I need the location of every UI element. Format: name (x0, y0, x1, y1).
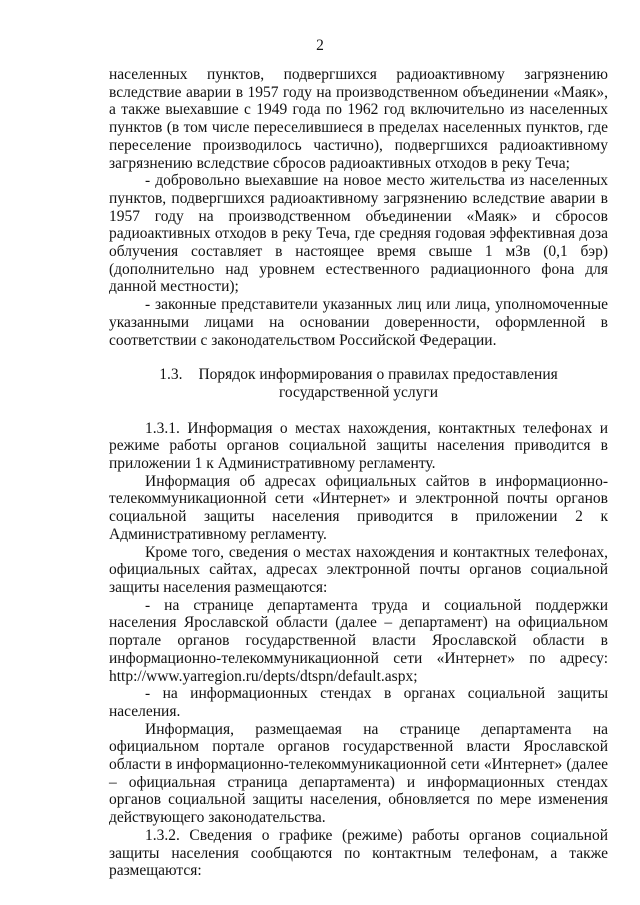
section-title: Порядок информирования о правилах предоставления государственной услуги (198, 366, 558, 401)
paragraph-legal-representatives: - законные представители указанных лиц или лица, уполномоченные указанными лицами на основании доверенности, оформленной в соответствии с законодательством Российской Федерации. (109, 296, 608, 349)
paragraph-department-page: - на странице департамента труда и социальной поддержки населения Ярославской области (далее – департамент) на официальном портале органов государственной власти Ярославской области в информационно-телекоммуникационной сети «Интернет» по адресу: http://www.yarregion.ru/depts/dtspn/default.aspx; (109, 596, 608, 685)
document-body (109, 66, 608, 880)
paragraph-voluntary-relocated: - добровольно выехавшие на новое место жительства из населенных пунктов, подвергшихся радиоактивному загрязнению вследствие аварии в 1957 году на производственном объединении «Маяк» и сбросов радиоактивных отходов в реку Теча, где средняя годовая эффективная доза облучения составляет в настоящее время свыше 1 мЗв (0,1 бэр) (дополнительно над уровнем естественного радиационного фона для данной местности); (109, 172, 608, 296)
paragraph-info-stands: - на информационных стендах в органах социальной защиты населения. (109, 685, 608, 720)
paragraph-continuation: населенных пунктов, подвергшихся радиоактивному загрязнению вследствие аварии в 1957 году на производственном объединении «Маяк», а также выехавшие с 1949 года по 1962 год включительно из населенных пунктов (в том числе переселившиеся в пределах населенных пунктов, где переселение производилось частично), подвергшихся радиоактивному загрязнению вследствие сбросов радиоактивных отходов в реку Теча; (109, 66, 608, 172)
paragraph-1-3-1: 1.3.1. Информация о местах нахождения, контактных телефонах и режиме работы органов социальной защиты населения приводится в приложении 1 к Административному регламенту. (109, 419, 608, 473)
paragraph-info-updates: Информация, размещаемая на странице департамента на официальном портале органов государственной власти Ярославской области в информационно-телекоммуникационной сети «Интернет» (далее – официальная страница департамента) и информационных стендах органов социальной защиты населения, обновляется по мере изменения действующего законодательства. (109, 720, 608, 827)
section-number: 1.3. (159, 366, 183, 384)
page-number: 2 (316, 37, 324, 54)
section-heading (109, 366, 608, 401)
paragraph-1-3-2: 1.3.2. Сведения о графике (режиме) работы органов социальной защиты населения сообщаются по контактным телефонам, а также размещаются: (109, 826, 608, 880)
paragraph-website-info: Информация об адресах официальных сайтов в информационно-телекоммуникационной сети «Интернет» и электронной почты органов социальной защиты населения приводится в приложении 2 к Административному регламенту. (109, 472, 608, 543)
paragraph-additionally: Кроме того, сведения о местах нахождения и контактных телефонах, официальных сайтах, адресах электронной почты органов социальной защиты населения размещаются: (109, 543, 608, 596)
